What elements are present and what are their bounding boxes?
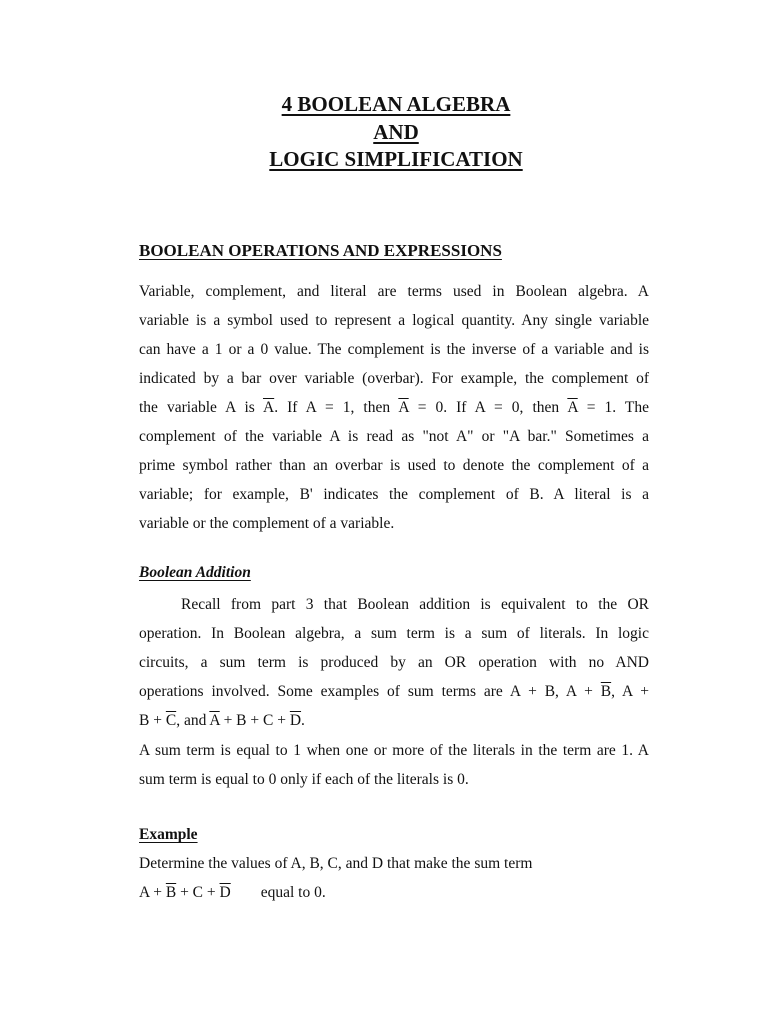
complement-b: $\overline{B}$ [600, 683, 612, 700]
paragraph-line: indicated by a bar over variable (overbar). For example, the complement of [139, 370, 649, 387]
example-expression: $A + \overline{B} + C + \overline{D}$ equal to 0. [139, 884, 326, 901]
chapter-title-line-2: AND [373, 120, 419, 144]
paragraph-line: prime symbol rather than an overbar is used to denote the complement of a [139, 457, 649, 474]
complement-d: $\overline{D}$ [219, 884, 231, 901]
example-text: Determine the values of A, B, C, and D that make the sum term [139, 855, 533, 872]
boolean-addition-paragraph [139, 590, 649, 735]
paragraph-line: Recall from part 3 that Boolean addition is equivalent to the OR [181, 596, 649, 613]
boolean-addition-heading: Boolean Addition [139, 564, 251, 581]
section-paragraph [139, 277, 649, 538]
complement-d: $\overline{D}$ [289, 712, 302, 729]
sum-term-paragraph [139, 736, 649, 794]
chapter-title-line-3: LOGIC SIMPLIFICATION [269, 147, 523, 171]
complement-b: $\overline{B}$ [165, 884, 177, 901]
paragraph-line: variable or the complement of a variable. [139, 515, 395, 532]
paragraph-line: operations involved. Some examples of sum terms are A + B, $A + \overline{B}$, A + [139, 683, 649, 700]
paragraph-line: $B + \overline{C}$, and $\overline{A} + B + C + \overline{D}$. [139, 712, 305, 729]
complement-a: $\overline{A}$ [398, 399, 409, 416]
example-heading: Example [139, 826, 198, 843]
paragraph-line: variable; for example, B' indicates the complement of B. A literal is a [139, 486, 649, 503]
complement-a: $\overline{A}$ [262, 399, 275, 416]
complement-a: $\overline{A}$ [209, 712, 220, 729]
paragraph-line: A sum term is equal to 1 when one or more of the literals in the term are 1. A [139, 742, 649, 759]
paragraph-line: the variable A is $\overline{A}$. If A = 1, then $\overline{A} = 0$. If A = 0, then $\overline{A} = 1$. The [139, 399, 649, 416]
complement-a: $\overline{A}$ [567, 399, 578, 416]
paragraph-line: complement of the variable A is read as "not A" or "A bar." Sometimes a [139, 428, 649, 445]
example-expression-tail: equal to 0. [260, 884, 326, 901]
paragraph-line: sum term is equal to 0 only if each of the literals is 0. [139, 771, 469, 788]
paragraph-line: can have a 1 or a 0 value. The complement is the inverse of a variable and is [139, 341, 649, 358]
paragraph-line: Variable, complement, and literal are terms used in Boolean algebra. A [139, 283, 649, 300]
section-heading: BOOLEAN OPERATIONS AND EXPRESSIONS [139, 241, 502, 260]
chapter-title-line-1: 4 BOOLEAN ALGEBRA [281, 92, 511, 116]
complement-c: $\overline{C}$ [165, 712, 177, 729]
paragraph-line: variable is a symbol used to represent a logical quantity. Any single variable [139, 312, 649, 329]
paragraph-line: circuits, a sum term is produced by an OR operation with no AND [139, 654, 649, 671]
paragraph-line: operation. In Boolean algebra, a sum term is a sum of literals. In logic [139, 625, 649, 642]
